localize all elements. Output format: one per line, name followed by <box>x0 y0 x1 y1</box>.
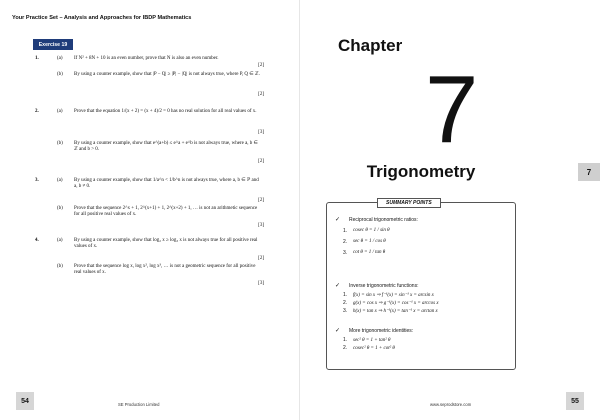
page-number-left: 54 <box>16 392 34 410</box>
page-number-right: 55 <box>566 392 584 410</box>
question-number: 1. <box>35 56 39 61</box>
summary-group-inverse <box>335 283 513 315</box>
item-index: 2. <box>343 238 348 245</box>
marks: [2] <box>258 63 264 68</box>
item-index: 1. <box>343 337 348 343</box>
summary-item <box>335 336 513 344</box>
summary-heading <box>335 217 513 225</box>
summary-item <box>335 307 513 315</box>
chapter-number: 7 <box>425 56 479 163</box>
question-text: Prove that the sequence 2^x + 1, 2^(x+1) + 1, 2^(x+2) + 1, … is not an arithmetic sequence for all positive real values of x. <box>74 206 258 218</box>
question-number: 3. <box>35 178 39 183</box>
part-label: (b) <box>57 206 63 211</box>
formula: cosec θ = 1 / sin θ <box>353 228 390 233</box>
book-header: Your Practice Set – Analysis and Approaches for IBDP Mathematics <box>12 15 192 21</box>
marks: [2] <box>258 159 264 164</box>
part-label: (b) <box>57 72 63 77</box>
summary-item <box>335 225 513 236</box>
item-index: 2. <box>343 300 348 306</box>
website-footer: www.seprodstore.com <box>430 402 472 407</box>
summary-heading-text: More trigonometric identities: <box>349 328 414 334</box>
question-text: If N² + 8N + 10 is an even number, prove that N is also an even number. <box>74 56 219 61</box>
check-icon: ✓ <box>335 328 341 334</box>
item-index: 2. <box>343 345 348 351</box>
chapter-label: Chapter <box>338 36 403 55</box>
question-text: By using a counter example, show that e^(a+b) ≤ e^a + e^b is not always true, where a, b ∈ ℤ and b > 0. <box>74 141 258 153</box>
summary-item <box>335 236 513 247</box>
summary-item <box>335 344 513 352</box>
item-index: 1. <box>343 292 348 298</box>
formula: cosec² θ = 1 + cot² θ <box>353 345 395 351</box>
formula: sec² θ = 1 + tan² θ <box>353 337 391 343</box>
summary-heading-text: Reciprocal trigonometric ratios: <box>349 217 418 223</box>
formula: f(x) = sin x ⇒ f⁻¹(x) = sin⁻¹ x = arcsin x <box>353 293 434 298</box>
exercise-badge: Exercise 19 <box>33 39 73 50</box>
chapter-tab: 7 <box>578 163 600 181</box>
chapter-title: Trigonometry <box>366 162 476 181</box>
summary-heading-text: Inverse trigonometric functions: <box>349 283 419 289</box>
summary-item <box>335 247 513 258</box>
formula: g(x) = cos x ⇒ g⁻¹(x) = cos⁻¹ x = arccos x <box>353 301 439 306</box>
summary-group-reciprocal <box>335 217 513 258</box>
marks: [3] <box>258 130 264 135</box>
publisher-footer: SE Production Limited <box>118 402 160 407</box>
marks: [2] <box>258 256 264 261</box>
part-label: (b) <box>57 264 63 269</box>
summary-heading <box>335 283 513 291</box>
summary-title: SUMMARY POINTS <box>377 198 441 208</box>
marks: [3] <box>258 281 264 286</box>
item-index: 3. <box>343 249 348 256</box>
marks: [3] <box>258 223 264 228</box>
item-index: 3. <box>343 308 348 314</box>
part-label: (a) <box>57 238 63 243</box>
question-text: By using a counter example, show that 1/a^n < 1/b^n is not always true, where a, b ∈ ℙ and a, b ≠ 0. <box>74 178 259 190</box>
check-icon: ✓ <box>335 283 341 289</box>
marks: [2] <box>258 92 264 97</box>
check-icon: ✓ <box>335 217 341 223</box>
summary-item <box>335 299 513 307</box>
question-number: 4. <box>35 238 39 243</box>
summary-group-identities <box>335 328 513 352</box>
question-text: By using a counter example, show that log₂ x ≥ log₃ x is not always true for all positive real values of x. <box>74 238 258 250</box>
marks: [2] <box>258 198 264 203</box>
part-label: (b) <box>57 141 63 146</box>
question-text: By using a counter example, show that |P − Q| ≥ |P| − |Q| is not always true, where P, Q ∈ ℤ. <box>74 72 260 77</box>
formula: cot θ = 1 / tan θ <box>353 250 386 255</box>
summary-heading <box>335 328 513 336</box>
question-text: Prove that the sequence log x, log x², log x³, … is not a geometric sequence for all positive real values of x. <box>74 264 256 276</box>
part-label: (a) <box>57 56 63 61</box>
formula: h(x) = tan x ⇒ h⁻¹(x) = tan⁻¹ x = arctan x <box>353 309 438 314</box>
item-index: 1. <box>343 227 348 234</box>
question-number: 2. <box>35 109 39 114</box>
part-label: (a) <box>57 178 63 183</box>
formula: sec θ = 1 / cos θ <box>353 239 386 244</box>
summary-points-box <box>326 202 516 370</box>
question-text: Prove that the equation 1/(x + 2) = (x + 4)/2 = 0 has no real solution for all real values of x. <box>74 109 257 114</box>
summary-item <box>335 291 513 299</box>
part-label: (a) <box>57 109 63 114</box>
